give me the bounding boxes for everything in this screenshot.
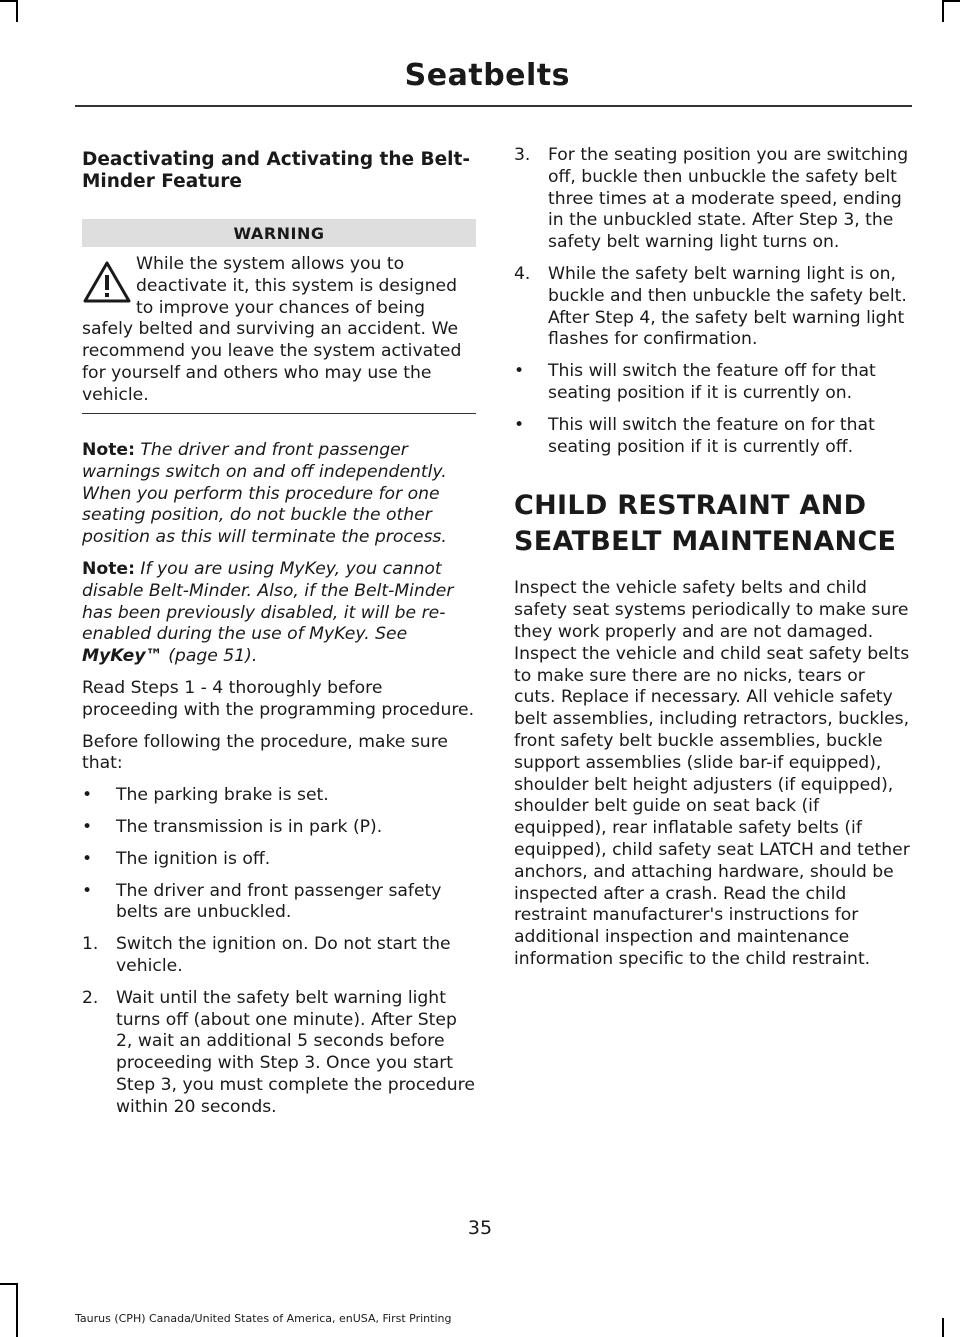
warning-triangle-icon [82, 260, 132, 304]
precondition-list [82, 785, 476, 924]
note-label: Note: [82, 440, 135, 461]
warning-divider [82, 413, 476, 415]
procedure-steps [82, 934, 476, 1118]
note-text: The driver and front passenger warnings switch on and off independently. When you perform this procedure for one seating position, do not buckle the other position as this will terminate the process. [82, 440, 447, 548]
section-title: CHILD RESTRAINT AND SEATBELT MAINTENANCE [514, 490, 897, 558]
crop-mark [942, 1318, 944, 1337]
note-independent-warnings [82, 440, 476, 549]
bullet-marker: • [82, 785, 93, 806]
list-item-text: This will switch the feature off for that seating position if it is currently on. [548, 361, 876, 403]
footer-text: Taurus (CPH) Canada/United States of America, enUSA, First Printing [75, 1312, 452, 1325]
warning-box [82, 254, 476, 414]
bullet-marker: • [82, 817, 93, 838]
step-item [82, 988, 476, 1119]
result-list [514, 361, 910, 458]
procedure-steps-continued [514, 145, 910, 351]
list-item [82, 881, 476, 925]
step-text: Wait until the safety belt warning light turns off (about one minute). After Step 2, wait an additional 5 seconds before proceeding with Step 3. Once you start Step 3, you must complete the procedure within 20 seconds. [116, 987, 475, 1117]
step-item [514, 145, 910, 254]
warning-text: While the system allows you to deactivate it, this system is designed to improve your chances of being safely belted and surviving an accident. We recommend you leave the system activated for yourself and others who may use the vehicle. [82, 254, 462, 405]
warning-header: WARNING [82, 219, 476, 247]
section-body: Inspect the vehicle safety belts and child safety seat systems periodically to make sure they work properly and are not damaged. Inspect the vehicle and child seat safety belts to make sure there are no nicks, tears or cuts. Replace if necessary. All vehicle safety belt assemblies, including retractors, buckles, front safety belt buckle assemblies, buckle support assemblies (slide bar-if equipped), shoulder belt height adjusters (if equipped), shoulder belt guide on seat back (if equipped), rear inflatable safety belts (if equipped), child safety seat LATCH and tether anchors, and attaching hardware, should be inspected after a crash. Read the child restraint manufacturer's instructions for additional inspection and maintenance information specific to the child restraint. [514, 578, 910, 969]
list-item [514, 415, 910, 459]
list-item [82, 849, 476, 871]
step-text: While the safety belt warning light is on, buckle and then unbuckle the safety belt. After Step 4, the safety belt warning light flashes for confirmation. [548, 263, 907, 350]
crop-mark [942, 0, 944, 22]
bullet-marker: • [514, 414, 525, 435]
list-item-text: This will switch the feature on for that seating position if it is currently off. [548, 414, 875, 457]
list-item [82, 785, 476, 807]
step-number: 3. [514, 145, 531, 165]
bullet-marker: • [82, 880, 93, 901]
instruction-paragraph: Before following the procedure, make sure that: [82, 731, 448, 774]
list-item [514, 361, 910, 405]
list-item-text: The parking brake is set. [116, 785, 329, 806]
bullet-marker: • [82, 848, 93, 869]
step-text: Switch the ignition on. Do not start the vehicle. [116, 934, 451, 977]
note-text: If you are using MyKey, you cannot disable Belt-Minder. Also, if the Belt-Minder has been previously disabled, it will be re-enabled during the use of MyKey. See [82, 559, 454, 645]
step-number: 4. [514, 263, 531, 284]
instruction-paragraph: Read Steps 1 - 4 thoroughly before proceeding with the programming procedure. [82, 678, 475, 720]
step-number: 1. [82, 934, 99, 955]
list-item [82, 817, 476, 839]
bullet-marker: • [514, 361, 525, 382]
page-reference: (page 51). [168, 646, 258, 667]
step-number: 2. [82, 987, 99, 1008]
mykey-link[interactable]: MyKey™ [82, 646, 163, 667]
section-subheading: Deactivating and Activating the Belt-Minder Feature [82, 149, 471, 192]
header-divider [75, 105, 912, 107]
step-item [82, 934, 476, 978]
list-item-text: The driver and front passenger safety belts are unbuckled. [116, 880, 442, 923]
list-item-text: The ignition is off. [116, 848, 271, 869]
page-header-title: Seatbelts [404, 58, 570, 93]
right-column [514, 145, 910, 971]
left-column [82, 145, 476, 1119]
note-mykey [82, 559, 476, 668]
crop-mark [942, 0, 960, 2]
crop-mark [16, 0, 18, 22]
note-label: Note: [82, 559, 135, 580]
page-number: 35 [467, 1217, 493, 1239]
list-item-text: The transmission is in park (P). [116, 817, 383, 838]
step-item [514, 264, 910, 351]
crop-mark [16, 1283, 18, 1337]
step-text: For the seating position you are switching off, buckle then unbuckle the safety belt three times at a moderate speed, ending in the unbuckled state. After Step 3, the safety belt warning light turns on. [548, 145, 909, 253]
